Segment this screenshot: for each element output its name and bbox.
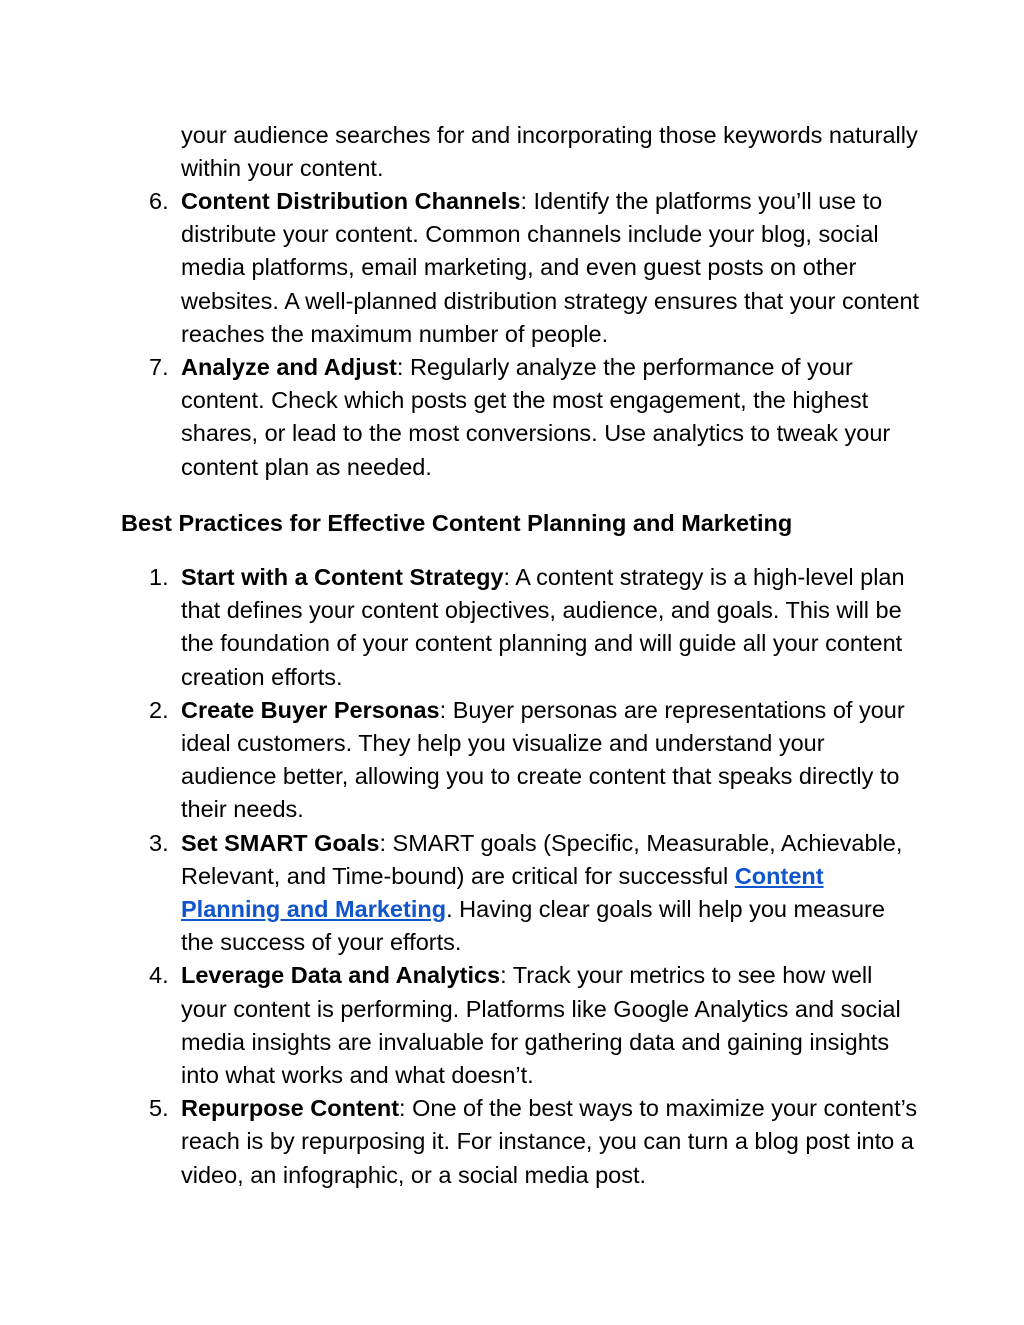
list-item-text: : Regularly analyze the performance of your content. Check which posts get the most engagement, the highest shares, or lead to the most conversions. Use analytics to tweak your content plan as needed. — [181, 354, 891, 480]
list-number: 2. — [149, 696, 169, 723]
list-item — [0, 694, 921, 827]
list-item — [0, 351, 921, 484]
list-item — [0, 827, 921, 960]
list-item-title: Analyze and Adjust — [181, 354, 397, 381]
list-item-text: : Track your metrics to see how well your content is performing. Platforms like Google Analytics and social media insights are invaluable for gathering data and gaining insights into what works and what doesn’t. — [181, 962, 901, 1089]
numbered-list-best-practices — [0, 561, 1024, 1192]
numbered-list-upper — [0, 185, 1024, 484]
list-number: 1. — [149, 564, 169, 590]
list-number: 6. — [149, 188, 169, 214]
list-number: 5. — [149, 1095, 169, 1122]
list-item-title: Set SMART Goals — [181, 829, 380, 856]
list-item-text: : One of the best ways to maximize your content’s reach is by repurposing it. For instance, you can turn a blog post into a video, an infographic, or a social media post. — [181, 1095, 918, 1188]
list-item-text: : Identify the platforms you’ll use to distribute your content. Common channels include your blog, social media platforms, email marketing, and even guest posts on other websites. A well-planned distribution strategy ensures that your content reaches the maximum number of people. — [181, 188, 920, 347]
list-item-title: Content Distribution Channels — [181, 188, 521, 214]
list-number: 7. — [149, 354, 169, 381]
list-item — [0, 561, 921, 694]
list-item-title: Leverage Data and Analytics — [181, 962, 501, 989]
list-item-text: : SMART goals (Specific, Measurable, Achievable, Relevant, and Time-bound) are critical for successful — [181, 829, 903, 889]
list-item — [0, 1092, 921, 1192]
list-item-text: : Buyer personas are representations of your ideal customers. They help you visualize and understand your audience better, allowing you to create content that speaks directly to their needs. — [181, 696, 905, 823]
list-item — [0, 185, 921, 351]
list-item-title: Start with a Content Strategy — [181, 564, 504, 590]
list-number: 4. — [149, 962, 169, 989]
list-item-text-after: . Having clear goals will help you measure the success of your efforts. — [181, 896, 885, 956]
list-number: 3. — [149, 829, 169, 856]
list-item-title: Create Buyer Personas — [181, 696, 440, 723]
list-item-title: Repurpose Content — [181, 1095, 400, 1122]
continuation-paragraph: your audience searches for and incorporating those keywords naturally within your content. — [181, 122, 918, 182]
section-heading: Best Practices for Effective Content Planning and Marketing — [121, 510, 793, 536]
list-item — [0, 959, 921, 1092]
content-planning-link[interactable]: Content Planning and Marketing — [181, 862, 824, 923]
list-item-text: : A content strategy is a high-level plan that defines your content objectives, audience, and goals. This will be the foundation of your content planning and will guide all your content creation efforts. — [181, 564, 905, 690]
